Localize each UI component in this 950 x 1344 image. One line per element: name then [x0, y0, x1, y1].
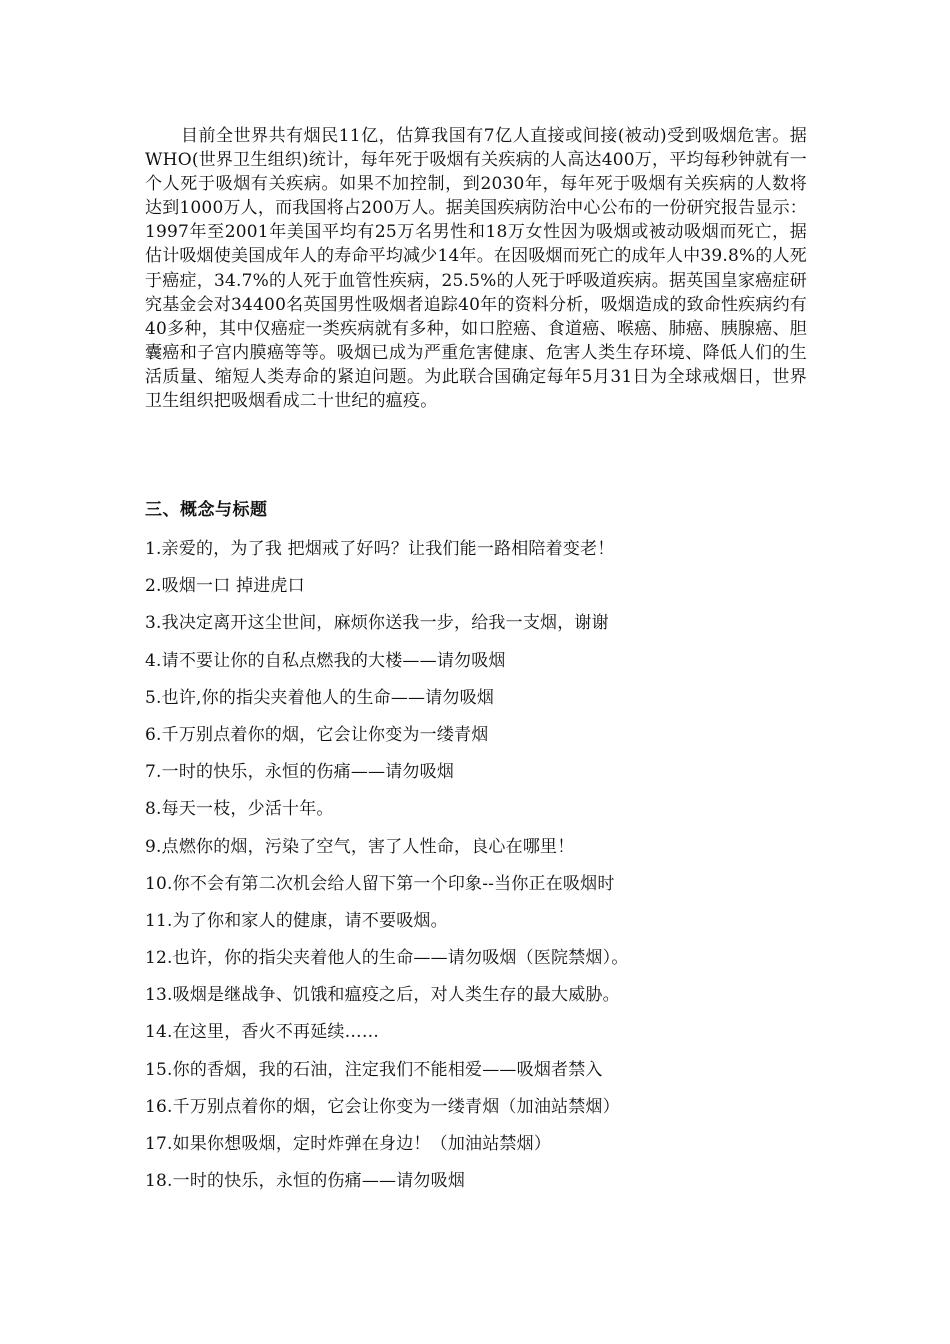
- intro-paragraph: 目前全世界共有烟民11亿，估算我国有7亿人直接或间接(被动)受到吸烟危害。据WHO(世界卫生组织)统计，每年死于吸烟有关疾病的人高达400万，平均每秒钟就有一个人死于吸烟有关疾病。如果不加控制，到2030年，每年死于吸烟有关疾病的人数将达到1000万人，而我国将占200万人。据美国疾病防治中心公布的一份研究报告显示：1997年至2001年美国平均有25万名男性和18万女性因为吸烟或被动吸烟而死亡，据估计吸烟使美国成年人的寿命平均减少14年。在因吸烟而死亡的成年人中39.8%的人死于癌症，34.7%的人死于血管性疾病，25.5%的人死于呼吸道疾病。据英国皇家癌症研究基金会对34400名英国男性吸烟者追踪40年的资料分析，吸烟造成的致命性疾病约有40多种，其中仅癌症一类疾病就有多种，如口腔癌、食道癌、喉癌、肺癌、胰腺癌、胆囊癌和子宫内膜癌等等。吸烟已成为严重危害健康、危害人类生存环境、降低人们的生活质量、缩短人类寿命的紧迫问题。为此联合国确定每年5月31日为全球戒烟日，世界卫生组织把吸烟看成二十世纪的瘟疫。: [145, 126, 807, 412]
- slogan-item: 16.千万别点着你的烟，它会让你变为一缕青烟（加油站禁烟）: [145, 1096, 620, 1117]
- slogan-item: 8.每天一枝，少活十年。: [145, 799, 334, 820]
- slogan-item: 3.我决定离开这尘世间，麻烦你送我一步，给我一支烟，谢谢: [145, 613, 609, 634]
- slogan-item: 12.也许，你的指尖夹着他人的生命——请勿吸烟（医院禁烟）。: [145, 948, 629, 969]
- section-heading: 三、概念与标题: [145, 500, 268, 520]
- slogan-item: 4.请不要让你的自私点燃我的大楼——请勿吸烟: [145, 650, 506, 671]
- slogan-list: [145, 537, 825, 1206]
- slogan-item: 11.为了你和家人的健康，请不要吸烟。: [145, 910, 448, 931]
- slogan-item: 15.你的香烟，我的石油，注定我们不能相爱——吸烟者禁入: [145, 1059, 603, 1080]
- slogan-item: 7.一时的快乐，永恒的伤痛——请勿吸烟: [145, 762, 455, 783]
- slogan-item: 14.在这里，香火不再延续……: [145, 1022, 380, 1043]
- slogan-item: 1.亲爱的，为了我 把烟戒了好吗？让我们能一路相陪着变老！: [145, 539, 615, 559]
- slogan-item: 18.一时的快乐，永恒的伤痛——请勿吸烟: [145, 1171, 466, 1192]
- slogan-item: 2.吸烟一口 掉进虎口: [145, 576, 305, 597]
- slogan-item: 9.点燃你的烟，污染了空气，害了人性命，良心在哪里！: [145, 836, 575, 857]
- slogan-item: 6.千万别点着你的烟，它会让你变为一缕青烟: [145, 724, 489, 745]
- slogan-item: 17.如果你想吸烟，定时炸弹在身边！（加油站禁烟）: [145, 1134, 552, 1154]
- slogan-item: 13.吸烟是继战争、饥饿和瘟疫之后，对人类生存的最大威胁。: [145, 985, 620, 1006]
- slogan-item: 10.你不会有第二次机会给人留下第一个印象--当你正在吸烟时: [145, 873, 615, 894]
- slogan-item: 5.也许,你的指尖夹着他人的生命——请勿吸烟: [145, 687, 495, 708]
